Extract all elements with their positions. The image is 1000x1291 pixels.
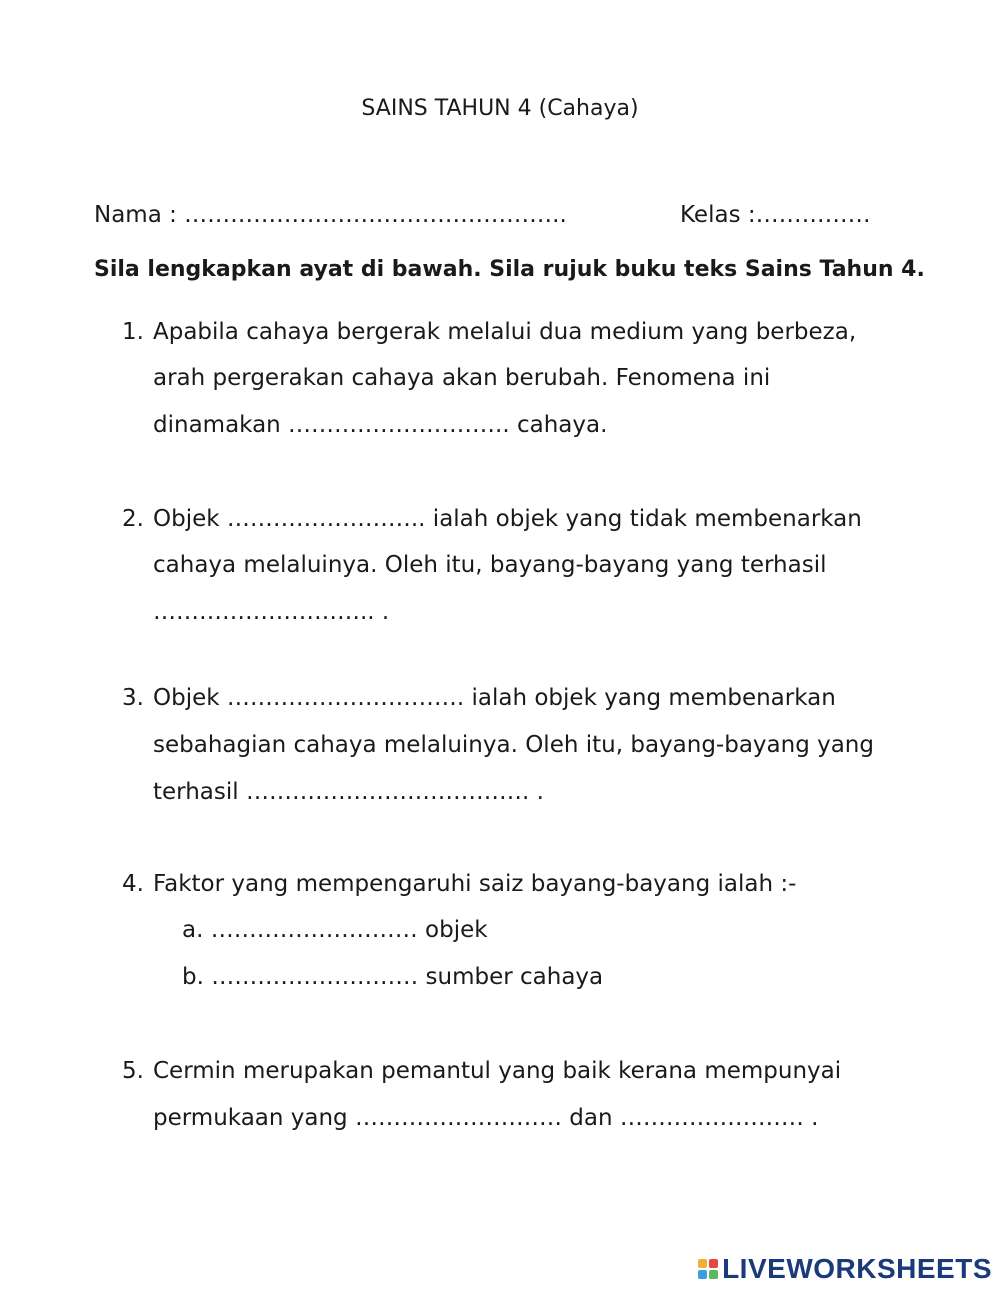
instruction-text: Sila lengkapkan ayat di bawah. Sila rujuk buku teks Sains Tahun 4. [94,257,925,282]
question-line: sebahagian cahaya melaluinya. Oleh itu, bayang-bayang yang [153,732,874,758]
question-line: cahaya melaluinya. Oleh itu, bayang-bayang yang terhasil [153,552,827,578]
question-blank-line[interactable]: terhasil ………………………………. . [153,779,544,805]
question-blank-line[interactable]: permukaan yang ……………………… dan …………………… . [153,1105,819,1131]
question-number: 5. [122,1058,144,1084]
question-number: 1. [122,319,144,345]
worksheet-title: SAINS TAHUN 4 (Cahaya) [361,96,639,121]
kelas-field[interactable]: Kelas :…………… [680,202,871,228]
question-line: arah pergerakan cahaya akan berubah. Fenomena ini [153,365,771,391]
question-line: Faktor yang mempengaruhi saiz bayang-bayang ialah :- [153,871,797,897]
liveworksheets-logo [698,1253,992,1285]
question-number: 4. [122,871,144,897]
sub-item-b[interactable]: b. ……………………… sumber cahaya [182,964,604,990]
nama-field[interactable]: Nama : ………………………………………….. [94,202,567,228]
question-blank-line[interactable]: Objek …………………….. ialah objek yang tidak membenarkan [153,506,862,532]
question-line: Cermin merupakan pemantul yang baik kerana mempunyai [153,1058,842,1084]
question-number: 3. [122,685,144,711]
question-blank-line[interactable]: Objek …………………………. ialah objek yang membenarkan [153,685,836,711]
logo-mark-icon [698,1259,718,1279]
question-number: 2. [122,506,144,532]
logo-text: LIVEWORKSHEETS [722,1253,992,1284]
question-blank-line[interactable]: ……………………….. . [153,599,390,625]
question-blank-line[interactable]: dinamakan ……………………….. cahaya. [153,412,608,438]
question-line: Apabila cahaya bergerak melalui dua medium yang berbeza, [153,319,857,345]
sub-item-a[interactable]: a. ……………………… objek [182,917,488,943]
